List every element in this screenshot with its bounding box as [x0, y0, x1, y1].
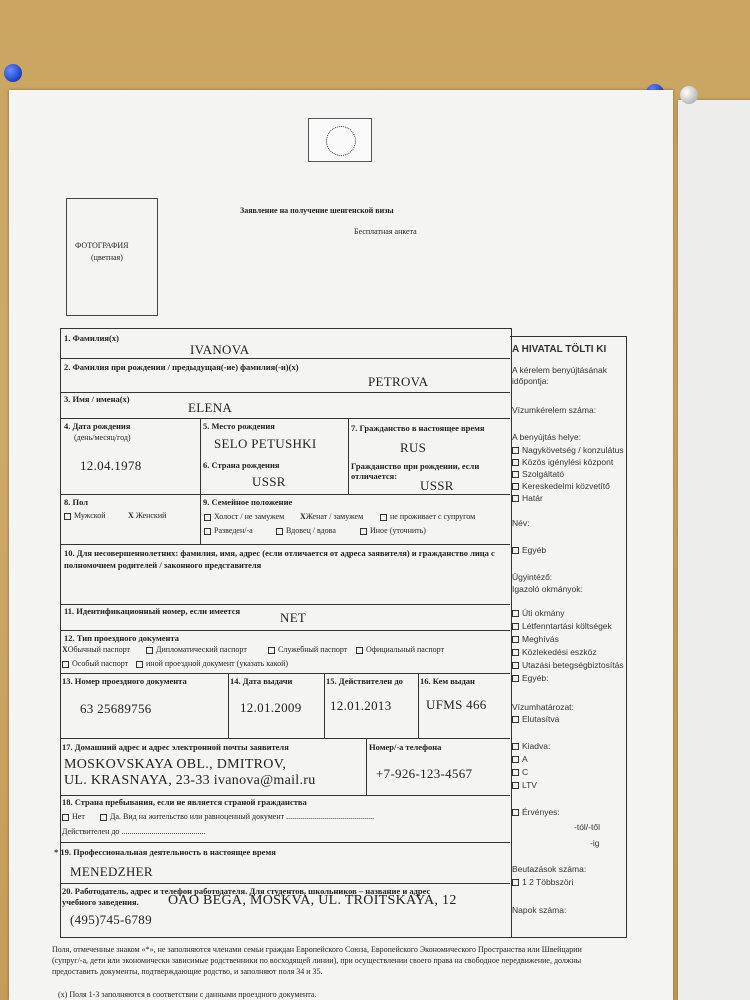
field-7b-label: Гражданство при рождении, если отличается: [351, 461, 480, 481]
office-opt-travel-doc[interactable] [512, 608, 565, 618]
office-opt-invitation-label: Meghívás [522, 634, 559, 644]
office-opt-embassy[interactable] [512, 445, 624, 455]
phone-label: Номер/-а телефона [369, 742, 442, 752]
office-opt-issued[interactable] [512, 741, 550, 751]
field-14-label: 14. Дата выдачи [230, 676, 293, 686]
field-15-value: 12.01.2013 [330, 698, 392, 713]
photo-sublabel: (цветная) [91, 253, 123, 262]
field-17-value-line2: UL. KRASNAYA, 23-33 ivanova@mail.ru [64, 773, 316, 788]
office-opt-refused-label: Elutasítva [522, 714, 560, 724]
office-opt-common-center-label: Közös igénylési központ [522, 457, 614, 467]
marital-single-label: Холост / не замужем [214, 512, 285, 521]
marital-single-option[interactable] [204, 512, 284, 521]
office-opt-other[interactable] [512, 545, 546, 555]
passport-ordinary-label: Обычный паспорт [67, 645, 131, 654]
office-opt-c[interactable] [512, 767, 528, 777]
field-4-label: 4. Дата рождения [64, 421, 131, 431]
marital-separated-label: не проживает с супругом [390, 512, 476, 521]
office-days: Napok száma: [512, 905, 567, 915]
office-entries-options[interactable] [512, 877, 573, 887]
passport-official-option[interactable] [356, 645, 444, 654]
residence-yes-option[interactable] [100, 812, 374, 821]
office-entries: Beutazások száma: [512, 864, 587, 874]
office-opt-a[interactable] [512, 754, 528, 764]
field-3-label: 3. Имя / имена(x) [64, 394, 130, 404]
pushpin-icon [680, 86, 698, 104]
marital-other-label: Иное (уточнить) [370, 526, 426, 535]
office-clerk: Ügyintéző: [512, 572, 553, 582]
marital-divorced-label: Разведен/-а [214, 526, 253, 535]
office-title: A HIVATAL TÖLTI KI [512, 344, 607, 355]
field-4-sublabel: (день/месяц/год) [74, 433, 131, 442]
field-3-value: ELENA [188, 400, 233, 415]
field-11-value: NET [280, 610, 307, 625]
residence-no-label: Нет [72, 812, 85, 821]
office-valid-from: -tól/-től [574, 822, 600, 832]
passport-diplomatic-label: Дипломатический паспорт [156, 645, 247, 654]
office-opt-means-label: Létfenntartási költségek [522, 621, 612, 631]
office-visa-decision: Vízumhatározat: [512, 702, 574, 712]
office-opt-c-label: C [522, 767, 529, 777]
office-opt-other2[interactable] [512, 673, 548, 683]
passport-special-option[interactable] [62, 659, 128, 668]
office-submission-date: A kérelem benyújtásának időpontja: [512, 365, 607, 386]
phone-value: +7-926-123-4567 [376, 766, 473, 781]
photo-box [66, 198, 158, 316]
sex-female-option[interactable]: X Женский [128, 511, 167, 520]
office-supporting-docs: Igazoló okmányok: [512, 584, 583, 594]
office-opt-other2-label: Egyéb: [522, 673, 549, 683]
office-opt-transport-label: Közlekedési eszköz [522, 647, 597, 657]
field-8-label: 8. Пол [64, 497, 89, 507]
marital-widowed-label: Вдовец / вдова [286, 526, 336, 535]
passport-other-label: иной проездной документ (указать какой) [146, 659, 289, 668]
field-16-label: 16. Кем выдан [420, 676, 475, 686]
passport-special-label: Особый паспорт [72, 659, 129, 668]
field-1-label: 1. Фамилия(x) [64, 333, 119, 343]
marital-other-option[interactable] [360, 526, 426, 535]
marital-widowed-option[interactable] [276, 526, 336, 535]
office-name: Név: [512, 518, 530, 528]
office-opt-border-label: Határ [522, 493, 543, 503]
office-opt-insurance-label: Utazási betegségbiztosítás [522, 660, 624, 670]
office-opt-refused[interactable] [512, 714, 559, 724]
office-opt-intermediary[interactable] [512, 481, 610, 491]
field-7b-value: USSR [420, 478, 454, 493]
field-18-label: 18. Страна пребывания, если не является страной гражданства [62, 797, 307, 807]
residence-yes-label: Да. Вид на жительство или равноценный документ ............................................ [110, 812, 375, 821]
marital-divorced-option[interactable] [204, 526, 253, 535]
field-12-label: 12. Тип проездного документа [64, 633, 179, 643]
adjacent-page [678, 100, 750, 1000]
office-opt-ltv-label: LTV [522, 780, 537, 790]
office-opt-invitation[interactable] [512, 634, 559, 644]
field-20-value-line1: OAO BEGA, MOSKVA, UL. TROITSKAYA, 12 [168, 893, 457, 908]
office-opt-valid-label: Érvényes: [522, 807, 560, 817]
passport-other-option[interactable] [136, 659, 288, 668]
sex-female-label: Женский [135, 511, 167, 520]
field-19-label: * 19. Профессиональная деятельность в настоящее время [54, 847, 276, 857]
passport-service-label: Служебный паспорт [278, 645, 348, 654]
residence-no-option[interactable] [62, 812, 85, 821]
field-2-label: 2. Фамилия при рождении / предыдущая(-ие) фамилия(-и)(x) [64, 362, 299, 372]
office-entries-options-label: 1 2 Többszöri [522, 877, 574, 887]
field-14-value: 12.01.2009 [240, 700, 302, 715]
sex-male-label: Мужской [74, 511, 106, 520]
field-5-label: 5. Место рождения [203, 421, 275, 431]
form-title: Заявление на получение шенгенской визы [240, 206, 394, 215]
marital-separated-option[interactable] [380, 512, 475, 521]
field-20-label: 20. Работодатель, адрес и телефон работодателя. Для студентов, школьников – название и адрес учебного заведения. [62, 886, 431, 907]
office-opt-ltv[interactable] [512, 780, 537, 790]
field-17-label: 17. Домашний адрес и адрес электронной почты заявителя [62, 742, 289, 752]
office-opt-travel-doc-label: Úti okmány [522, 608, 565, 618]
field-20-value-line2: (495)745-6789 [70, 912, 152, 927]
form-subtitle: Бесплатная анкета [354, 227, 417, 236]
office-opt-provider-label: Szolgáltató [522, 469, 565, 479]
field-9-label: 9. Семейное положение [203, 497, 293, 507]
footer-note: Поля, отмеченные знаком «*», не заполняются членами семьи граждан Европейского Союза, Европейского Экономического Пространства или Швейцарии (супруг/-а, дети или экономически зависимые родственники по восходящей линии), при осуществлении своего права на свободное передвижение, должны предоставить документы, подтверждающие родство, и заполняют поля 34 и 35. [52, 945, 582, 976]
office-opt-transport[interactable] [512, 647, 597, 657]
passport-service-option[interactable] [268, 645, 347, 654]
photo-label: ФОТОГРАФИЯ [75, 241, 129, 250]
field-16-value: UFMS 466 [426, 697, 487, 712]
pushpin-icon [4, 64, 22, 82]
office-opt-means[interactable] [512, 621, 612, 631]
marital-married-option[interactable]: XЖенат / замужем [300, 512, 364, 521]
office-application-number: Vízumkérelem száma: [512, 405, 597, 415]
marital-married-label: Женат / замужем [305, 512, 364, 521]
passport-ordinary-option[interactable]: XОбычный паспорт [62, 645, 131, 654]
passport-official-label: Официальный паспорт [366, 645, 445, 654]
sex-male-option[interactable] [64, 511, 106, 520]
field-1-value: IVANOVA [190, 342, 250, 357]
field-10-label: 10. Для несовершеннолетних: фамилия, имя, адрес (если отличается от адреса заявителя) и гражданство лица с полномочием родителей / законного представителя [64, 548, 495, 570]
office-submission-place: A benyújtás helye: [512, 432, 581, 442]
field-11-label: 11. Идентификационный номер, если имеется [64, 606, 241, 616]
field-6-label: 6. Страна рождения [203, 460, 280, 470]
field-13-value: 63 25689756 [80, 701, 152, 716]
office-opt-valid[interactable] [512, 807, 560, 817]
office-opt-insurance[interactable] [512, 660, 624, 670]
field-5-value: SELO PETUSHKI [214, 436, 317, 451]
field-4-value: 12.04.1978 [80, 458, 142, 473]
field-19-value: MENEDZHER [70, 864, 153, 879]
passport-diplomatic-option[interactable] [146, 645, 247, 654]
office-opt-issued-label: Kiadva: [522, 741, 551, 751]
field-2-value: PETROVA [368, 374, 429, 389]
field-7-label: 7. Гражданство в настоящее время [351, 423, 485, 433]
office-opt-other-label: Egyéb [522, 545, 547, 555]
office-opt-intermediary-label: Kereskedelmi közvetítő [522, 481, 610, 491]
field-7-value: RUS [400, 440, 427, 455]
residence-valid-until: Действителен до .......................................... [62, 827, 206, 836]
office-opt-border[interactable] [512, 493, 543, 503]
field-17-value-line1: MOSKOVSKAYA OBL., DMITROV, [64, 757, 287, 772]
office-opt-embassy-label: Nagykövetség / konzulátus [522, 445, 624, 455]
eu-flag-icon [308, 118, 372, 162]
field-15-label: 15. Действителен до [326, 676, 403, 686]
field-13-label: 13. Номер проездного документа [62, 676, 187, 686]
office-opt-provider[interactable] [512, 469, 564, 479]
footer-note-2: (x) Поля 1-3 заполняются в соответствии с данными проездного документа. [58, 990, 317, 999]
office-opt-a-label: A [522, 754, 528, 764]
office-opt-common-center[interactable] [512, 457, 613, 467]
office-valid-to: -ig [590, 838, 600, 848]
field-6-value: USSR [252, 474, 286, 489]
